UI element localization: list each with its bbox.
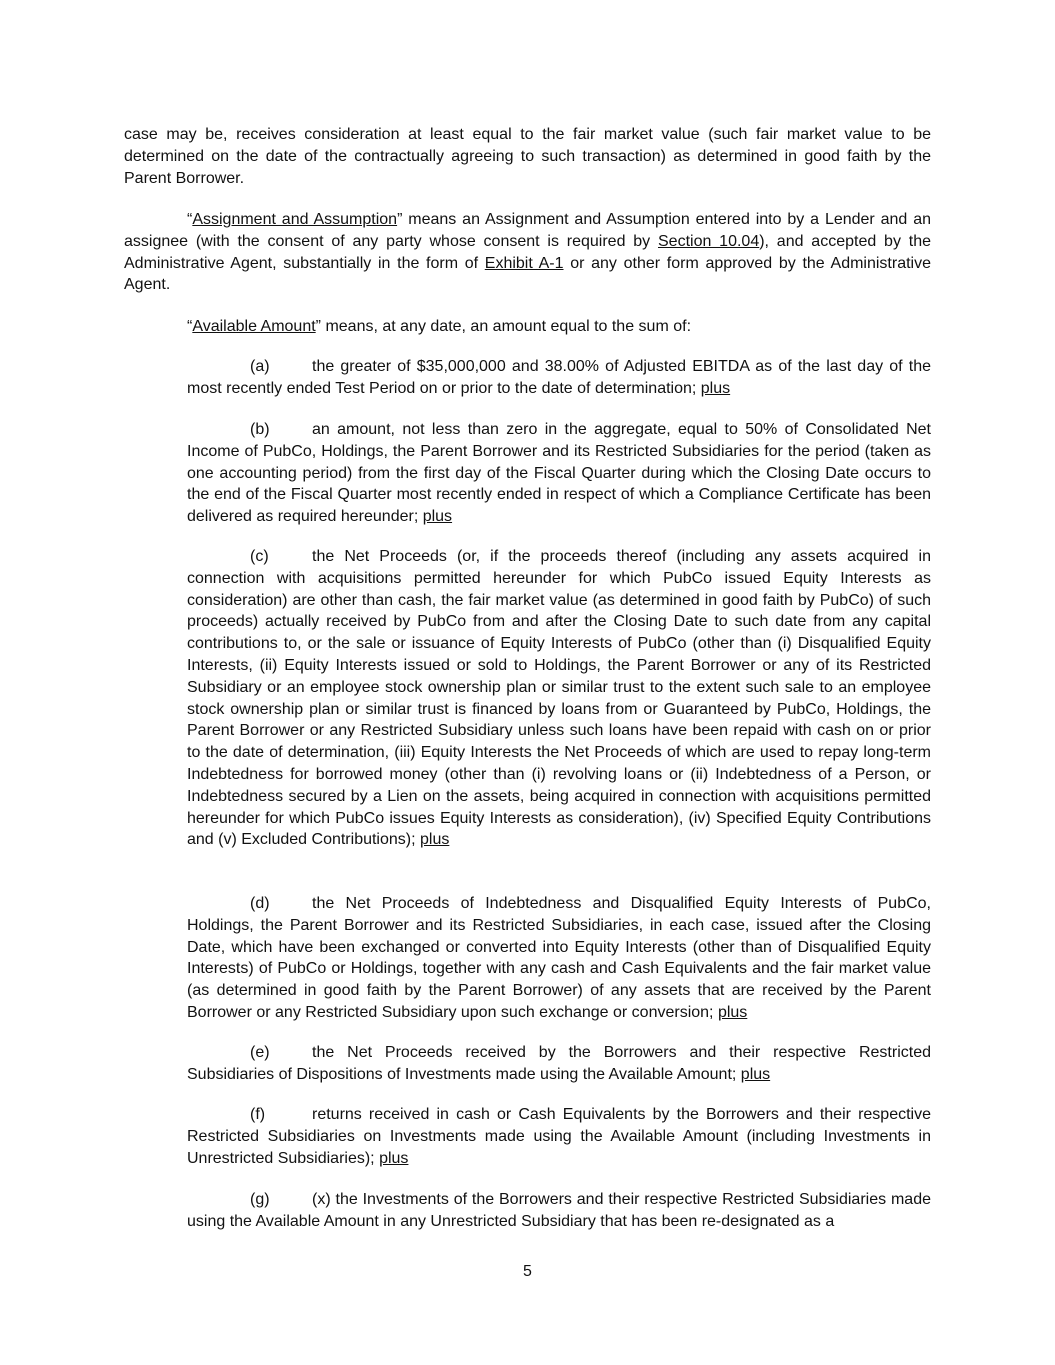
defined-term: Assignment and Assumption — [192, 211, 398, 228]
clause-label: (g) — [250, 1191, 270, 1208]
clause-a — [187, 356, 931, 400]
clause-b — [187, 419, 931, 528]
clause-f — [187, 1104, 931, 1169]
clause-label: (d) — [250, 895, 270, 912]
clause-suffix: plus — [700, 379, 731, 397]
clause-label: (b) — [250, 421, 270, 438]
defined-term: Available Amount — [192, 318, 316, 335]
clause-label: (f) — [250, 1106, 266, 1123]
definition-text: ), and accepted by the Administrative Agent, substantially in the form of — [124, 232, 932, 272]
clause-suffix: plus — [740, 1065, 771, 1083]
clause-text: the Net Proceeds (or, if the proceeds thereof (including any assets acquired in connection with acquisitions permitted hereunder for which PubCo issued Equity Interests as consideration) are other than cash, the fair market value (as determined in good faith by PubCo) of such proceeds) actually received by PubCo from and after the Closing Date to such date from any capital contributions to, or the sale or issuance of Equity Interests of PubCo (other than (i) Disqualified Equity Interests, (ii) Equity Interests issued or sold to Holdings, the Parent Borrower or any of its Restricted Subsidiary or an employee stock ownership plan or similar trust to the extent such sale to an employee stock ownership plan or similar trust is financed by loans from or Guaranteed by PubCo, Holdings, the Parent Borrower or any Restricted Subsidiary unless such loans have been repaid with cash on or prior to the date of determination, (iii) Equity Interests the Net Proceeds of which are used to repay long-term Indebtedness for borrowed money (other than (i) revolving loans or (ii) Indebtedness of a Person, or Indebtedness secured by a Lien on the assets, being acquired in connection with acquisitions permitted hereunder for which PubCo issues Equity Interests as consideration), (iv) Specified Equity Contributions and (v) Excluded Contributions); — [187, 548, 931, 849]
clause-text: returns received in cash or Cash Equivalents by the Borrowers and their respective Restricted Subsidiaries on Investments made using the Available Amount (including Investments in Unrestricted Subsidiaries); — [187, 1106, 931, 1167]
definition-text: ” means an Assignment and Assumption entered into by a Lender and an assignee (with the consent of any party whose consent is required by — [124, 211, 932, 250]
clause-e — [187, 1042, 931, 1086]
paragraph-text: case may be, receives consideration at least equal to the fair market value (such fair market value to be determined on the date of the contractually agreeing to such transaction) as determined in good faith by the Parent Borrower. — [124, 126, 931, 187]
open-quote: “ — [187, 211, 193, 228]
clause-label: (a) — [250, 358, 270, 375]
clause-text: an amount, not less than zero in the aggregate, equal to 50% of Consolidated Net Income of PubCo, Holdings, the Parent Borrower and its Restricted Subsidiaries for the period (taken as one accounting period) from the first day of the Fiscal Quarter during which the Closing Date occurs to the end of the Fiscal Quarter most recently ended in respect of which a Compliance Certificate has been delivered as required hereunder; — [187, 421, 931, 526]
clause-text: the greater of $35,000,000 and 38.00% of Adjusted EBITDA as of the last day of the most recently ended Test Period on or prior to the date of determination; — [187, 358, 931, 397]
definition-text: ” means, at any date, an amount equal to the sum of: — [315, 318, 692, 335]
clause-text: (x) the Investments of the Borrowers and their respective Restricted Subsidiaries made using the Available Amount in any Unrestricted Subsidiary that has been re-designated as a — [187, 1191, 931, 1230]
clause-text: the Net Proceeds of Indebtedness and Disqualified Equity Interests of PubCo, Holdings, the Parent Borrower and its Restricted Subsidiaries, in each case, issued after the Closing Date, which have been exchanged or converted into Equity Interests (other than of Disqualified Equity Interests) of PubCo or Holdings, together with any cash and Cash Equivalents and the fair market value (as determined in good faith by the Parent Borrower) of any assets that are received by the Parent Borrower or any Restricted Subsidiary upon such exchange or conversion; — [187, 895, 931, 1021]
clause-suffix: plus — [420, 831, 450, 849]
open-quote: “ — [187, 318, 193, 335]
clause-d — [187, 893, 931, 1024]
definition-available-amount — [124, 316, 931, 338]
clause-c — [187, 546, 931, 851]
clause-label: (c) — [250, 548, 269, 565]
clause-text: the Net Proceeds received by the Borrowers and their respective Restricted Subsidiaries of Dispositions of Investments made using the Available Amount; — [187, 1044, 931, 1083]
page-number: 5 — [523, 1263, 532, 1280]
clause-suffix: plus — [717, 1003, 748, 1021]
paragraph-continuation — [124, 124, 931, 189]
clause-suffix: plus — [379, 1149, 409, 1167]
clause-g — [187, 1189, 931, 1233]
clause-label: (e) — [250, 1044, 270, 1061]
clause-suffix: plus — [422, 508, 453, 526]
definition-assignment-and-assumption — [124, 209, 931, 296]
section-reference: Section 10.04 — [658, 232, 760, 250]
exhibit-reference: Exhibit A-1 — [484, 254, 564, 272]
definition-text: or any other form approved by the Administrative Agent. — [124, 254, 931, 294]
